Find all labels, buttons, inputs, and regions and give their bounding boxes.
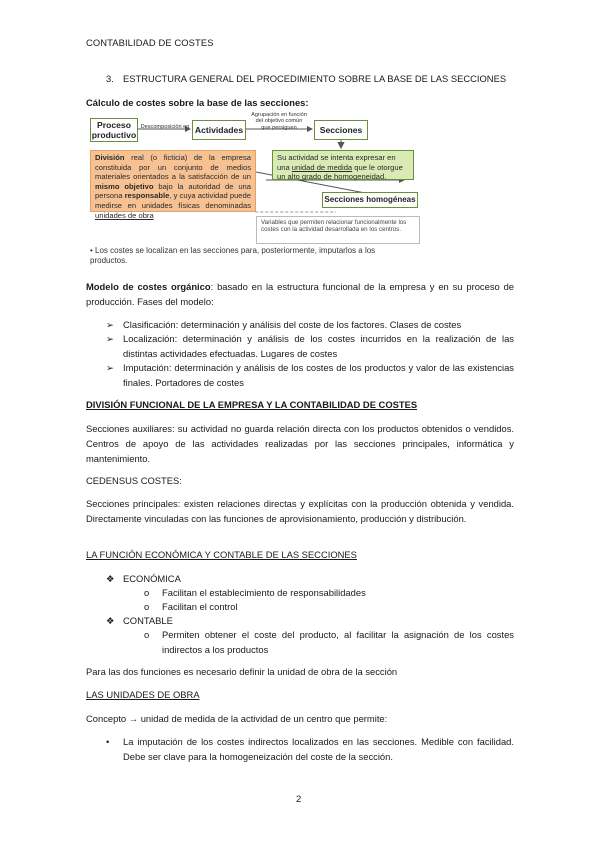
sections-diagram — [86, 112, 432, 272]
proceso-line2: productivo — [91, 130, 137, 140]
orange-text-1: real (o ficticia) de la empresa constituida por un conjunto de medios materiales orientados a la satisfacción de un — [95, 153, 251, 182]
box-secciones-homogeneas: Secciones homogéneas — [322, 192, 418, 208]
agrupacion-line2: del objetivo común — [255, 118, 303, 125]
organic-rest: : basado en la estructura funcional de la empresa y en su proceso de producción. Fases del modelo: — [86, 281, 515, 307]
box-proceso-productivo — [90, 118, 138, 142]
phase-item-2 — [106, 332, 514, 362]
concepto-line: Concepto → unidad de medida de la actividad de un centro que permite: — [86, 713, 388, 724]
phase-item-1 — [106, 318, 514, 333]
contable-item — [106, 614, 514, 629]
diamond-bullet-icon: ❖ — [106, 573, 115, 584]
green-measure-box — [272, 150, 414, 180]
section-heading — [106, 72, 506, 87]
sub-text: Permiten obtener el coste del producto, al facilitar la asignación de los costes indirectos a los productos — [162, 629, 514, 655]
gray-variables-note: Variables que permiten relacionar funcionalmente los costes con la actividad desarrollada en los centros. — [256, 216, 420, 244]
box-actividades: Actividades — [192, 120, 246, 140]
unidades-title: LAS UNIDADES DE OBRA — [86, 689, 200, 700]
circle-bullet-icon: o — [144, 629, 150, 640]
orange-mismo-objetivo: mismo objetivo — [95, 181, 154, 191]
circle-bullet-icon: o — [144, 587, 150, 598]
economica-label: ECONÓMICA — [123, 573, 181, 584]
green-text-2: que le otorgue un alto grado de homogeneidad. — [277, 162, 403, 182]
dot-bullet-icon: • — [106, 736, 110, 747]
funcion-title: LA FUNCIÓN ECONÓMICA Y CONTABLE DE LAS SECCIONES — [86, 549, 357, 560]
orange-text-2: bajo la autoridad de una persona — [95, 181, 251, 201]
section-title: ESTRUCTURA GENERAL DEL PROCEDIMIENTO SOBRE LA BASE DE LAS SECCIONES — [123, 73, 507, 84]
agrupacion-line3: que persiguen — [261, 124, 297, 131]
phase-text: Imputación: determinación y análisis de los costes de los productos y valor de las existencias finales. Portadores de costes — [123, 362, 514, 388]
arrow-bullet-icon: ➢ — [106, 333, 114, 344]
orange-text-3: , y cuya actividad puede medirse en unidades físicas denominadas — [95, 191, 251, 210]
division-title: DIVISIÓN FUNCIONAL DE LA EMPRESA Y LA CONTABILIDAD DE COSTES — [86, 399, 418, 410]
contable-sub-1 — [144, 628, 514, 658]
cedensus-label: CEDENSUS COSTES: — [86, 475, 182, 486]
proceso-line1: Proceso — [97, 120, 131, 130]
agrupacion-line1: Agrupación en función — [251, 112, 307, 118]
box-secciones: Secciones — [314, 120, 368, 140]
contable-label: CONTABLE — [123, 615, 173, 626]
phase-text: Localización: determinación y análisis de los costes incurridos en la realización de las distintas actividades efectuadas. Lugares de costes — [123, 333, 514, 359]
green-text-1: Su actividad se intenta expresar en una — [277, 153, 396, 172]
organic-model-paragraph — [86, 280, 514, 310]
section-number: 3. — [106, 73, 114, 84]
circle-bullet-icon: o — [144, 601, 150, 612]
sub-text: Facilitan el control — [162, 601, 238, 612]
orange-definition-box — [90, 150, 256, 220]
page-number: 2 — [296, 793, 302, 804]
arrow-bullet-icon: ➢ — [106, 319, 114, 330]
arrow-bullet-icon: ➢ — [106, 362, 114, 373]
economica-item — [106, 572, 514, 587]
calc-title: Cálculo de costes sobre la base de las secciones: — [86, 97, 309, 108]
funcion-note: Para las dos funciones es necesario definir la unidad de obra de la sección — [86, 666, 398, 677]
green-unidad-medida: unidad de medida — [291, 162, 353, 172]
organic-lead: Modelo de costes orgánico — [86, 281, 211, 292]
orange-responsable: responsable — [124, 191, 170, 201]
orange-division: División — [95, 153, 125, 162]
diamond-bullet-icon: ❖ — [106, 615, 115, 626]
diagram-bullet-note: • Los costes se localizan en las secciones para, posteriormente, imputarlos a los productos. — [90, 246, 376, 265]
label-agrupacion — [248, 112, 310, 131]
phase-item-3 — [106, 361, 514, 391]
unidades-item-text: La imputación de los costes indirectos localizados en las secciones. Medible con facilidad. Debe ser clave para la homogeneización del coste de la sección. — [123, 736, 514, 762]
principales-paragraph: Secciones principales: existen relaciones directas y explícitas con la producción obtenida y vendida. Directamente vinculadas con las funciones de aprovisionamiento, producción y distribución. — [86, 498, 514, 524]
economica-sub-1 — [144, 586, 514, 601]
phase-text: Clasificación: determinación y análisis del coste de los factores. Clases de costes — [123, 319, 462, 330]
economica-sub-2 — [144, 600, 514, 615]
label-descomposicion: Descomposición en — [140, 124, 190, 130]
page-header: CONTABILIDAD DE COSTES — [86, 37, 214, 48]
unidades-item — [106, 735, 514, 765]
orange-unidades-obra: unidades de obra — [95, 210, 154, 220]
auxiliares-paragraph: Secciones auxiliares: su actividad no guarda relación directa con los productos obtenidos o vendidos. Centros de apoyo de las actividades realizadas por las secciones principales, informática y mantenimiento. — [86, 423, 514, 464]
sub-text: Facilitan el establecimiento de responsabilidades — [162, 587, 366, 598]
